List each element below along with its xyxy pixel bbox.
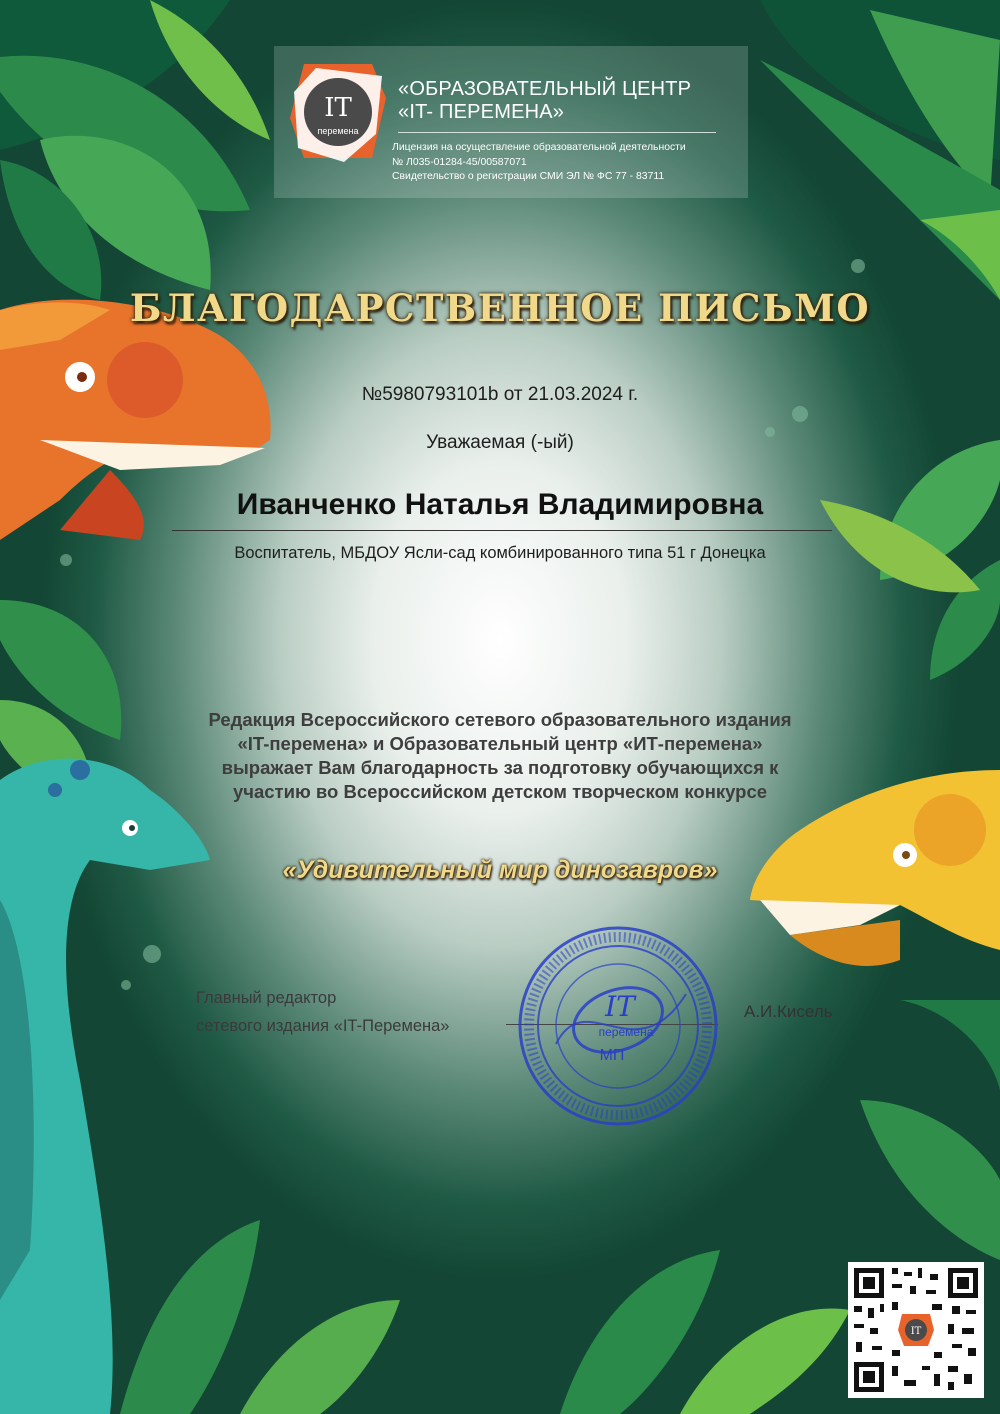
recipient-position: Воспитатель, МБДОУ Ясли-сад комбинированного типа 51 г Донецка: [234, 544, 766, 562]
organization-details: [392, 141, 744, 185]
signer-title-line-1: Главный редактор: [196, 989, 337, 1007]
svg-text:перемена: перемена: [317, 126, 359, 136]
top-right-leaves: [760, 0, 1000, 300]
signer-name: А.И.Кисель: [744, 1002, 833, 1021]
header-divider: [398, 132, 716, 133]
org-name-line-1: «ОБРАЗОВАТЕЛЬНЫЙ ЦЕНТР: [398, 78, 692, 100]
svg-text:IT: IT: [605, 990, 635, 1023]
organization-name: [398, 78, 738, 124]
recipient-name: Иванченко Наталья Владимировна: [236, 488, 764, 521]
contest-name: «Удивительный мир динозавров»: [282, 856, 718, 884]
recipient-underline: [172, 530, 832, 531]
svg-text:IT: IT: [910, 1326, 922, 1337]
greeting: Уважаемая (-ый): [426, 432, 574, 453]
official-stamp: [516, 924, 720, 1128]
license-number: № Л035-01284-45/00587071: [392, 156, 527, 168]
gratitude-text: [150, 708, 850, 804]
gratitude-line: Редакция Всероссийского сетевого образовательного издания: [208, 709, 792, 730]
signer-title-line-2: сетевого издания «IT-Перемена»: [196, 1017, 450, 1035]
gratitude-line: участию во Всероссийском детском творческом конкурсе: [232, 781, 768, 802]
qr-code: [848, 1262, 984, 1398]
document-number: №5980793101b от 21.03.2024 г.: [361, 384, 639, 405]
svg-text:МП: МП: [599, 1047, 625, 1064]
top-left-leaves: [0, 0, 270, 300]
org-name-line-2: «IT- ПЕРЕМЕНА»: [398, 101, 565, 123]
gratitude-line: выражает Вам благодарность за подготовку обучающихся к: [221, 757, 779, 778]
svg-text:перемена: перемена: [598, 1025, 654, 1039]
license-text: Лицензия на осуществление образовательной деятельности: [392, 142, 686, 153]
it-peremena-logo: [286, 58, 390, 166]
gratitude-line: «IT-перемена» и Образовательный центр «ИТ-перемена»: [237, 733, 763, 754]
svg-text:IT: IT: [324, 93, 352, 123]
registration-text: Свидетельство о регистрации СМИ ЭЛ № ФС 77 - 83711: [392, 171, 665, 182]
signer-title: [196, 984, 449, 1040]
page-title: БЛАГОДАРСТВЕННОЕ ПИСЬМО: [129, 286, 871, 330]
